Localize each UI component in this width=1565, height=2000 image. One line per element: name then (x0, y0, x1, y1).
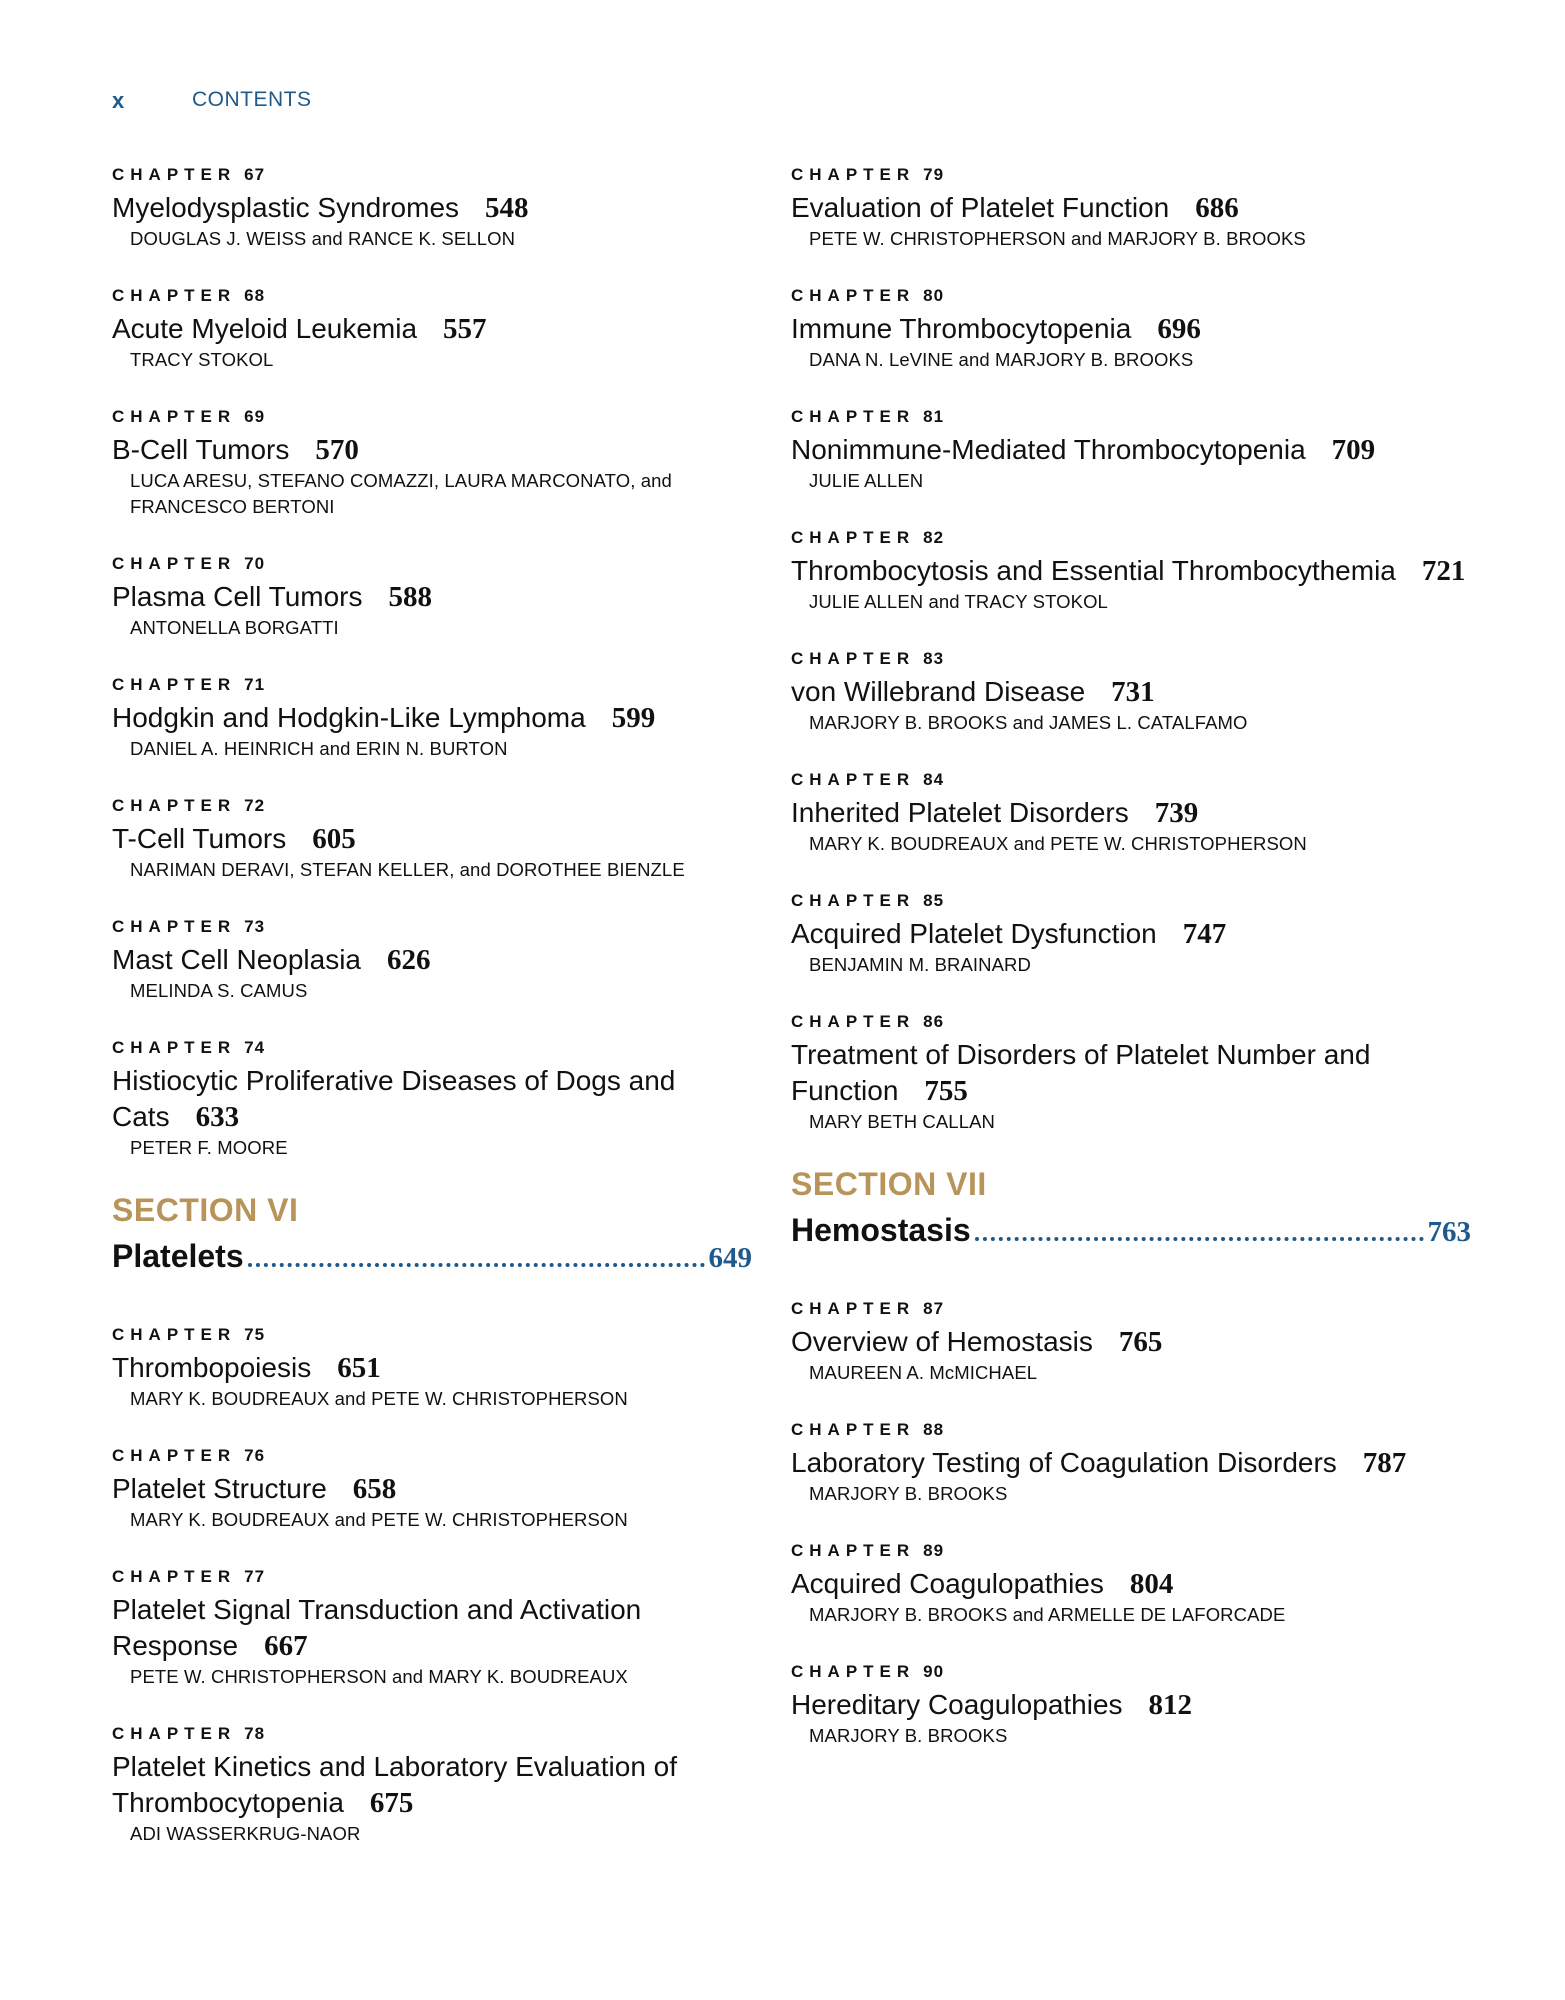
chapter-label (112, 160, 752, 190)
chapter-page-number: 739 (1154, 797, 1199, 829)
chapter-number: 87 (923, 1299, 945, 1318)
chapter-title: Hereditary Coagulopathies (791, 1689, 1123, 1720)
chapter-title: B-Cell Tumors (112, 434, 290, 465)
chapter-title-line (791, 432, 1471, 468)
chapter-number: 90 (923, 1662, 945, 1681)
chapter-title: von Willebrand Disease (791, 676, 1086, 707)
chapter-page-number: 667 (264, 1630, 308, 1662)
chapter-entry[interactable] (112, 912, 752, 1004)
chapter-page-number: 787 (1362, 1447, 1407, 1479)
chapter-authors: ANTONELLA BORGATTI (130, 617, 339, 638)
chapter-number: 79 (923, 165, 945, 184)
chapter-page-number: 633 (195, 1101, 240, 1133)
chapter-number: 80 (923, 286, 945, 305)
chapter-title: Mast Cell Neoplasia (112, 944, 361, 975)
chapter-entry[interactable] (112, 1562, 752, 1690)
chapter-page-number: 686 (1195, 192, 1239, 224)
chapter-number: 88 (923, 1420, 945, 1439)
chapter-number: 73 (244, 917, 266, 936)
chapter-word: CHAPTER (791, 1299, 916, 1318)
chapter-title-line (791, 674, 1471, 710)
chapter-title-line (112, 700, 752, 736)
chapter-label (112, 912, 752, 942)
chapter-label (112, 670, 752, 700)
chapter-title-line (112, 942, 752, 978)
chapter-word: CHAPTER (791, 770, 916, 789)
chapter-label (791, 1657, 1471, 1687)
chapter-label (112, 1441, 752, 1471)
section-title-row[interactable] (791, 1208, 1471, 1254)
chapter-word: CHAPTER (112, 796, 237, 815)
chapter-word: CHAPTER (791, 165, 916, 184)
chapter-title-line (791, 190, 1471, 226)
chapter-title-line (791, 1445, 1471, 1481)
chapter-entry[interactable] (112, 791, 752, 883)
chapter-page-number: 721 (1421, 555, 1466, 587)
chapter-label (791, 402, 1471, 432)
chapter-page-number: 588 (388, 581, 433, 613)
chapter-title: Platelet Kinetics and Laboratory Evaluation of Thrombocytopenia (112, 1751, 678, 1818)
chapter-word: CHAPTER (791, 528, 916, 547)
chapter-page-number: 709 (1331, 434, 1376, 466)
chapter-word: CHAPTER (112, 165, 237, 184)
chapter-number: 68 (244, 286, 266, 305)
chapter-label (112, 1320, 752, 1350)
chapter-title: Histiocytic Proliferative Diseases of Dogs and Cats (112, 1065, 676, 1132)
section-label: SECTION VI (112, 1192, 299, 1228)
chapter-title-line (112, 1592, 752, 1664)
chapter-list (791, 1294, 1471, 1749)
chapter-word: CHAPTER (112, 1724, 237, 1743)
chapter-page-number: 557 (443, 313, 487, 345)
chapter-title: Platelet Structure (112, 1473, 327, 1504)
chapter-title-line (791, 553, 1471, 589)
chapter-number: 72 (244, 796, 266, 815)
chapter-word: CHAPTER (791, 1420, 916, 1439)
section-page-number: 649 (708, 1242, 752, 1274)
chapter-title: Acquired Coagulopathies (791, 1568, 1104, 1599)
chapter-word: CHAPTER (791, 1012, 916, 1031)
chapter-word: CHAPTER (112, 917, 237, 936)
running-head: CONTENTS (192, 88, 312, 111)
chapter-number: 69 (244, 407, 266, 426)
chapter-authors: MARY BETH CALLAN (809, 1111, 995, 1132)
chapter-authors: TRACY STOKOL (130, 349, 274, 370)
chapter-number: 70 (244, 554, 266, 573)
chapter-label (791, 160, 1471, 190)
chapter-word: CHAPTER (112, 407, 237, 426)
chapter-authors: JULIE ALLEN (809, 470, 924, 491)
chapter-number: 78 (244, 1724, 266, 1743)
chapter-page-number: 675 (369, 1787, 414, 1819)
chapter-label (112, 549, 752, 579)
chapter-word: CHAPTER (791, 1541, 916, 1560)
chapter-authors: DANIEL A. HEINRICH and ERIN N. BURTON (130, 738, 508, 759)
chapter-word: CHAPTER (112, 1325, 237, 1344)
chapter-title-line (791, 916, 1471, 952)
chapter-label (791, 281, 1471, 311)
right-column (791, 160, 1471, 1778)
chapter-page-number: 599 (611, 702, 656, 734)
chapter-entry[interactable] (791, 765, 1471, 857)
chapter-authors: PETE W. CHRISTOPHERSON and MARJORY B. BROOKS (809, 228, 1306, 249)
chapter-list (791, 160, 1471, 1135)
chapter-title: Evaluation of Platelet Function (791, 192, 1170, 223)
chapter-authors: MARJORY B. BROOKS (809, 1483, 1008, 1504)
chapter-label (791, 1536, 1471, 1566)
chapter-authors: MARJORY B. BROOKS and JAMES L. CATALFAMO (809, 712, 1248, 733)
chapter-entry[interactable] (112, 1719, 752, 1847)
chapter-word: CHAPTER (112, 1567, 237, 1586)
chapter-label (791, 1007, 1471, 1037)
page-number: x (112, 88, 125, 113)
chapter-word: CHAPTER (791, 286, 916, 305)
chapter-number: 75 (244, 1325, 266, 1344)
chapter-label (791, 1294, 1471, 1324)
chapter-entry[interactable] (791, 281, 1471, 373)
chapter-entry[interactable] (791, 1294, 1471, 1386)
section-heading (112, 1190, 752, 1280)
chapter-number: 67 (244, 165, 266, 184)
chapter-number: 71 (244, 675, 266, 694)
chapter-title-line (112, 1350, 752, 1386)
chapter-title: Myelodysplastic Syndromes (112, 192, 460, 223)
chapter-entry[interactable] (112, 402, 752, 520)
chapter-title-line (112, 190, 752, 226)
left-column (112, 160, 752, 1876)
chapter-authors: BENJAMIN M. BRAINARD (809, 954, 1031, 975)
chapter-word: CHAPTER (112, 675, 237, 694)
chapter-word: CHAPTER (791, 407, 916, 426)
chapter-entry[interactable] (112, 670, 752, 762)
section-label: SECTION VII (791, 1166, 987, 1202)
chapter-title-line (112, 1749, 752, 1821)
chapter-label (112, 1719, 752, 1749)
chapter-entry[interactable] (112, 1441, 752, 1533)
section-title: Hemostasis (791, 1212, 971, 1248)
chapter-title: Acquired Platelet Dysfunction (791, 918, 1157, 949)
chapter-authors: JULIE ALLEN and TRACY STOKOL (809, 591, 1108, 612)
chapter-number: 85 (923, 891, 945, 910)
chapter-authors: PETER F. MOORE (130, 1137, 288, 1158)
chapter-word: CHAPTER (791, 649, 916, 668)
chapter-title: Inherited Platelet Disorders (791, 797, 1129, 828)
chapter-authors: LUCA ARESU, STEFANO COMAZZI, LAURA MARCONATO, and FRANCESCO BERTONI (130, 470, 672, 517)
chapter-entry[interactable] (791, 1007, 1471, 1135)
chapter-title-line (112, 821, 752, 857)
chapter-page-number: 626 (387, 944, 431, 976)
chapter-number: 81 (923, 407, 945, 426)
chapter-page-number: 804 (1129, 1568, 1174, 1600)
leader-dots (975, 1237, 1424, 1241)
chapter-authors: ADI WASSERKRUG-NAOR (130, 1823, 361, 1844)
chapter-entry[interactable] (112, 1320, 752, 1412)
chapter-word: CHAPTER (112, 1446, 237, 1465)
chapter-entry[interactable] (112, 1033, 752, 1161)
chapter-page-number: 731 (1111, 676, 1155, 708)
chapter-page-number: 765 (1118, 1326, 1163, 1358)
chapter-entry[interactable] (112, 160, 752, 252)
chapter-title-line (112, 1471, 752, 1507)
chapter-number: 84 (923, 770, 945, 789)
chapter-title-line (112, 1063, 752, 1135)
chapter-title-line (791, 1324, 1471, 1360)
chapter-authors: MARJORY B. BROOKS and ARMELLE DE LAFORCADE (809, 1604, 1286, 1625)
chapter-label (112, 1033, 752, 1063)
page-header (112, 88, 312, 114)
chapter-entry[interactable] (791, 160, 1471, 252)
chapter-entry[interactable] (791, 523, 1471, 615)
section-heading (791, 1164, 1471, 1254)
chapter-title-line (791, 311, 1471, 347)
chapter-word: CHAPTER (112, 554, 237, 573)
chapter-page-number: 605 (312, 823, 356, 855)
chapter-title-line (791, 1566, 1471, 1602)
chapter-number: 74 (244, 1038, 266, 1057)
chapter-entry[interactable] (112, 281, 752, 373)
section-title: Platelets (112, 1238, 244, 1274)
chapter-authors: NARIMAN DERAVI, STEFAN KELLER, and DOROTHEE BIENZLE (130, 859, 685, 880)
chapter-word: CHAPTER (112, 1038, 237, 1057)
chapter-page-number: 812 (1148, 1689, 1193, 1721)
chapter-number: 82 (923, 528, 945, 547)
chapter-authors: MARY K. BOUDREAUX and PETE W. CHRISTOPHERSON (809, 833, 1307, 854)
chapter-authors: DANA N. LeVINE and MARJORY B. BROOKS (809, 349, 1194, 370)
chapter-title-line (112, 311, 752, 347)
chapter-title: Platelet Signal Transduction and Activation Response (112, 1594, 642, 1661)
chapter-page-number: 755 (924, 1075, 968, 1107)
chapter-word: CHAPTER (112, 286, 237, 305)
chapter-number: 83 (923, 649, 945, 668)
section-title-row[interactable] (112, 1234, 752, 1280)
chapter-title-line (791, 1687, 1471, 1723)
chapter-number: 77 (244, 1567, 266, 1586)
chapter-page-number: 548 (485, 192, 529, 224)
chapter-title-line (791, 1037, 1471, 1109)
chapter-label (791, 765, 1471, 795)
chapter-number: 89 (923, 1541, 945, 1560)
chapter-title: Acute Myeloid Leukemia (112, 313, 418, 344)
chapter-page-number: 651 (337, 1352, 381, 1384)
leader-dots (248, 1263, 705, 1267)
chapter-label (112, 791, 752, 821)
chapter-page-number: 570 (315, 434, 359, 466)
chapter-label (112, 1562, 752, 1592)
chapter-title: Hodgkin and Hodgkin-Like Lymphoma (112, 702, 586, 733)
chapter-label (791, 886, 1471, 916)
chapter-title: Laboratory Testing of Coagulation Disorders (791, 1447, 1337, 1478)
chapter-page-number: 747 (1182, 918, 1227, 950)
chapter-authors: MARY K. BOUDREAUX and PETE W. CHRISTOPHERSON (130, 1509, 628, 1530)
chapter-authors: MARJORY B. BROOKS (809, 1725, 1008, 1746)
chapter-page-number: 658 (352, 1473, 397, 1505)
chapter-list (112, 1320, 752, 1847)
chapter-number: 86 (923, 1012, 945, 1031)
chapter-title: Nonimmune-Mediated Thrombocytopenia (791, 434, 1306, 465)
chapter-title: Immune Thrombocytopenia (791, 313, 1132, 344)
chapter-authors: MELINDA S. CAMUS (130, 980, 308, 1001)
chapter-authors: PETE W. CHRISTOPHERSON and MARY K. BOUDREAUX (130, 1666, 628, 1687)
chapter-page-number: 696 (1157, 313, 1201, 345)
chapter-entry[interactable] (791, 1657, 1471, 1749)
chapter-label (112, 402, 752, 432)
chapter-word: CHAPTER (791, 891, 916, 910)
chapter-entry[interactable] (791, 1536, 1471, 1628)
chapter-title-line (791, 795, 1471, 831)
section-page-number: 763 (1427, 1216, 1471, 1248)
chapter-authors: MARY K. BOUDREAUX and PETE W. CHRISTOPHERSON (130, 1388, 628, 1409)
chapter-entry[interactable] (791, 1415, 1471, 1507)
chapter-word: CHAPTER (791, 1662, 916, 1681)
chapter-entry[interactable] (791, 644, 1471, 736)
chapter-label (791, 644, 1471, 674)
chapter-title: Plasma Cell Tumors (112, 581, 363, 612)
chapter-label (791, 1415, 1471, 1445)
chapter-title: Treatment of Disorders of Platelet Number and Function (791, 1039, 1371, 1106)
chapter-authors: MAUREEN A. McMICHAEL (809, 1362, 1038, 1383)
chapter-list (112, 160, 752, 1161)
chapter-title-line (112, 432, 752, 468)
chapter-label (112, 281, 752, 311)
chapter-title: T-Cell Tumors (112, 823, 287, 854)
chapter-title: Thrombopoiesis (112, 1352, 312, 1383)
chapter-entry[interactable] (791, 886, 1471, 978)
chapter-entry[interactable] (791, 402, 1471, 494)
chapter-authors: DOUGLAS J. WEISS and RANCE K. SELLON (130, 228, 516, 249)
chapter-label (791, 523, 1471, 553)
chapter-title: Overview of Hemostasis (791, 1326, 1093, 1357)
chapter-title-line (112, 579, 752, 615)
chapter-entry[interactable] (112, 549, 752, 641)
chapter-title: Thrombocytosis and Essential Thrombocythemia (791, 555, 1396, 586)
chapter-number: 76 (244, 1446, 266, 1465)
